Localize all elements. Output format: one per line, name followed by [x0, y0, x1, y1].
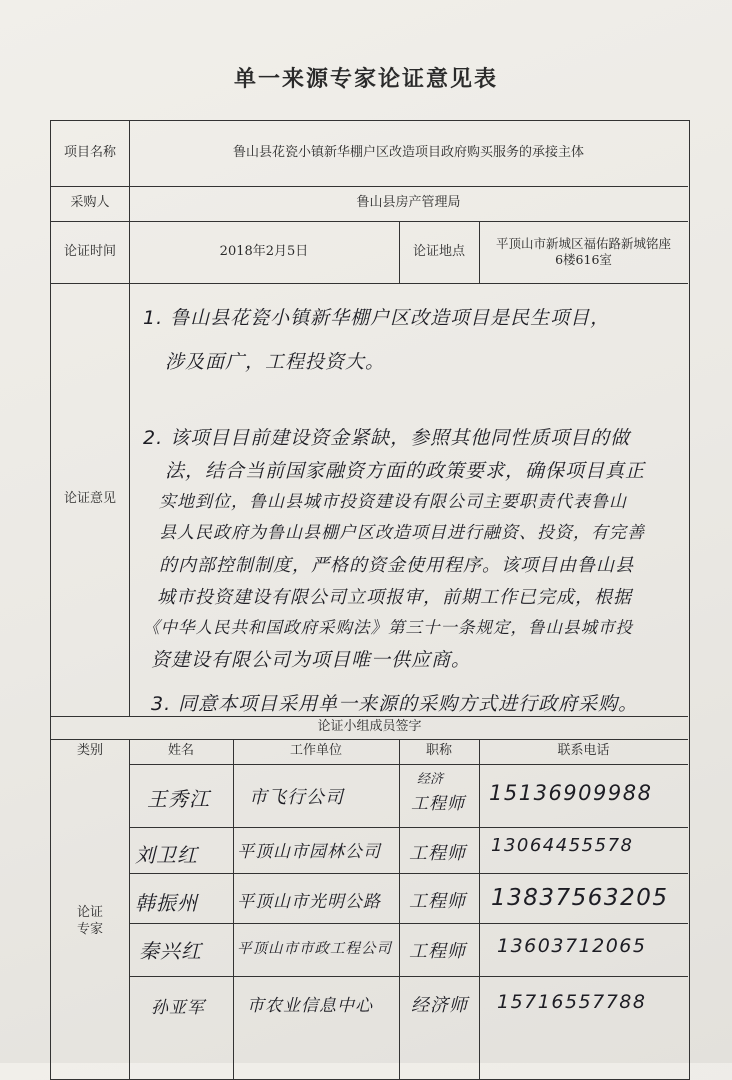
opinion-line: 城市投资建设有限公司立项报审，前期工作已完成，根据: [157, 587, 632, 608]
opinion-line: 法，结合当前国家融资方面的政策要求，确保项目真正: [165, 460, 646, 482]
project-name-value: 鲁山县花瓷小镇新华棚户区改造项目政府购买服务的承接主体: [232, 145, 584, 161]
category-line2: 专家: [76, 921, 103, 937]
signature-phone: 13603712065: [497, 935, 647, 957]
opinion-line: 1. 鲁山县花瓷小镇新华棚户区改造项目是民生项目，: [143, 307, 611, 329]
signature-title: 工程师: [409, 941, 466, 962]
opinion-line: 资建设有限公司为项目唯一供应商。: [151, 649, 472, 671]
col-divider: [129, 739, 130, 1079]
col-divider: [479, 739, 480, 1079]
row-divider: [129, 976, 688, 977]
col-divider: [399, 739, 400, 1079]
signature-unit: 平顶山市光明公路: [237, 892, 381, 912]
opinion-line: 县人民政府为鲁山县棚户区改造项目进行融资、投资，有完善: [159, 523, 645, 543]
project-name-label: 项目名称: [63, 145, 116, 161]
row-divider: [129, 873, 688, 874]
signature-title: 工程师: [411, 794, 465, 814]
row-divider: [129, 764, 688, 765]
signature-unit: 市农业信息中心: [247, 996, 373, 1016]
signature-name: 韩振州: [135, 891, 198, 915]
signature-name: 孙亚军: [151, 998, 205, 1018]
place-value-line2: 6楼616室: [555, 252, 612, 267]
time-value: 2018年2月5日: [219, 243, 309, 259]
purchaser-value: 鲁山县房产管理局: [356, 195, 461, 211]
place-value: [479, 221, 688, 283]
signature-phone: 15716557788: [497, 991, 647, 1013]
signature-phone: 13837563205: [491, 885, 669, 911]
signature-name: 刘卫红: [135, 843, 198, 867]
category-experts: [51, 764, 129, 1079]
opinion-line: 《中华人民共和国政府采购法》第三十一条规定，鲁山县城市投: [143, 618, 633, 637]
signature-title: 工程师: [409, 843, 466, 864]
header-title: 职称: [425, 743, 452, 759]
header-category: 类别: [76, 743, 103, 759]
time-label: 论证时间: [63, 243, 116, 259]
col-divider: [233, 739, 234, 1079]
signature-phone: 13064455578: [491, 835, 634, 856]
category-line1: 论证: [76, 904, 103, 920]
signature-title: 工程师: [409, 891, 466, 912]
expert-opinion-form: [50, 120, 690, 1080]
opinion-line: 实地到位，鲁山县城市投资建设有限公司主要职责代表鲁山: [159, 492, 627, 512]
opinion-line: 的内部控制制度，严格的资金使用程序。该项目由鲁山县: [159, 555, 634, 576]
signature-title-line: 经济: [417, 772, 444, 787]
signature-title: 经济师: [411, 995, 468, 1016]
signature-unit: 平顶山市市政工程公司: [237, 941, 392, 957]
signature-unit: 市飞行公司: [249, 787, 344, 808]
page-title: 单一来源专家论证意见表: [233, 66, 498, 92]
signatures-section-title: 论证小组成员签字: [317, 719, 422, 735]
signature-name: 秦兴红: [139, 939, 202, 963]
opinion-label: 论证意见: [63, 491, 116, 507]
opinion-line: 3. 同意本项目采用单一来源的采购方式进行政府采购。: [151, 693, 639, 715]
header-name: 姓名: [167, 743, 194, 759]
opinion-line: 2. 该项目目前建设资金紧缺，参照其他同性质项目的做: [143, 427, 631, 449]
header-unit: 工作单位: [289, 743, 342, 759]
place-value-line1: 平顶山市新城区福佑路新城铭座: [495, 235, 671, 251]
header-phone: 联系电话: [557, 743, 610, 759]
signature-phone: 15136909988: [489, 781, 653, 805]
row-divider: [129, 923, 688, 924]
row-divider: [129, 827, 688, 828]
place-label: 论证地点: [412, 243, 465, 259]
signature-name: 王秀江: [147, 787, 210, 811]
signature-unit: 平顶山市园林公司: [237, 842, 381, 862]
opinion-line: 涉及面广，工程投资大。: [165, 351, 386, 373]
purchaser-label: 采购人: [70, 195, 110, 211]
row-divider: [51, 283, 688, 284]
